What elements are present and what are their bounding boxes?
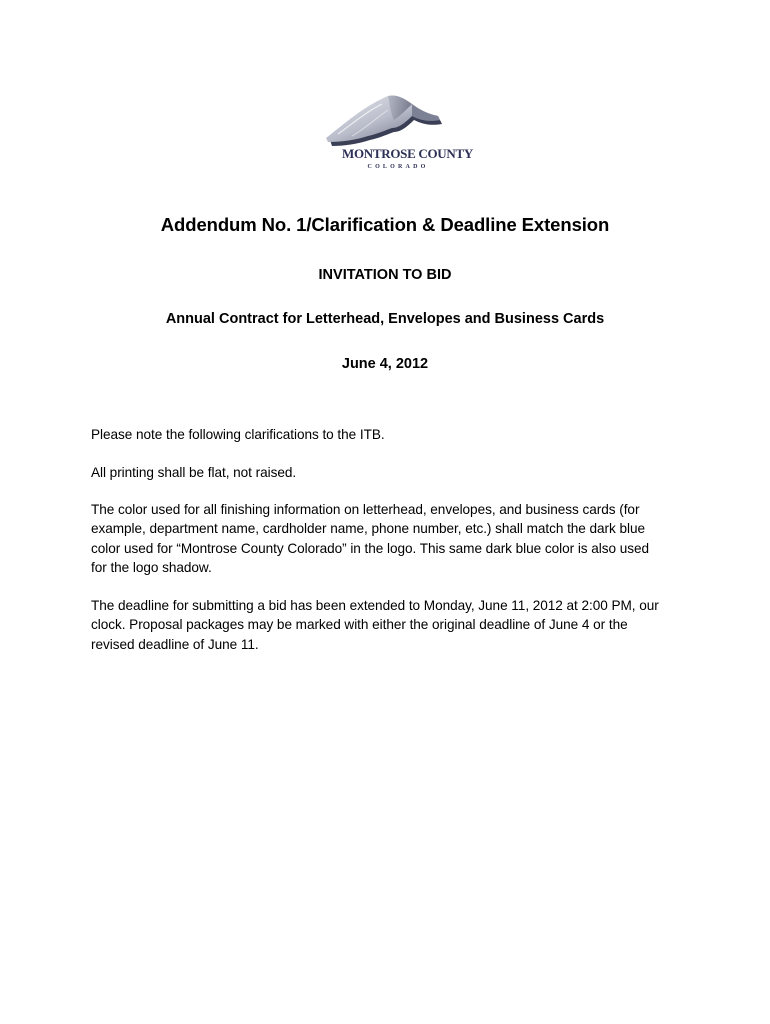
paragraph-color — [91, 500, 691, 577]
montrose-county-logo — [318, 88, 473, 180]
document-subtitle: INVITATION TO BID — [318, 267, 452, 283]
paragraph-line: The color used for all finishing information on letterhead, envelopes, and business cards (for — [91, 502, 640, 517]
paragraph-line: for the logo shadow. — [91, 559, 212, 575]
paragraph-line: The deadline for submitting a bid has been extended to Monday, June 11, 2012 at 2:00 PM, our — [91, 598, 659, 613]
logo-state-text: COLORADO — [367, 164, 429, 170]
logo-name-text: MONTROSE COUNTY — [342, 146, 473, 161]
paragraph-printing — [91, 463, 691, 482]
document-title: Addendum No. 1/Clarification & Deadline Extension — [160, 214, 610, 235]
paragraph-intro — [91, 425, 691, 444]
document-date: June 4, 2012 — [341, 356, 429, 372]
paragraph-deadline — [91, 596, 691, 654]
paragraph-line: All printing shall be flat, not raised. — [91, 465, 297, 480]
contract-title: Annual Contract for Letterhead, Envelopes and Business Cards — [165, 311, 605, 327]
paragraph-line: color used for “Montrose County Colorado” in the logo. This same dark blue color is also used — [91, 540, 650, 556]
paragraph-line: clock. Proposal packages may be marked with either the original deadline of June 4 or the — [91, 617, 628, 633]
paragraph-line: example, department name, cardholder name, phone number, etc.) shall match the dark blue — [91, 521, 646, 537]
paragraph-line: revised deadline of June 11. — [91, 636, 259, 652]
paragraph-line: Please note the following clarifications to the ITB. — [91, 427, 385, 442]
